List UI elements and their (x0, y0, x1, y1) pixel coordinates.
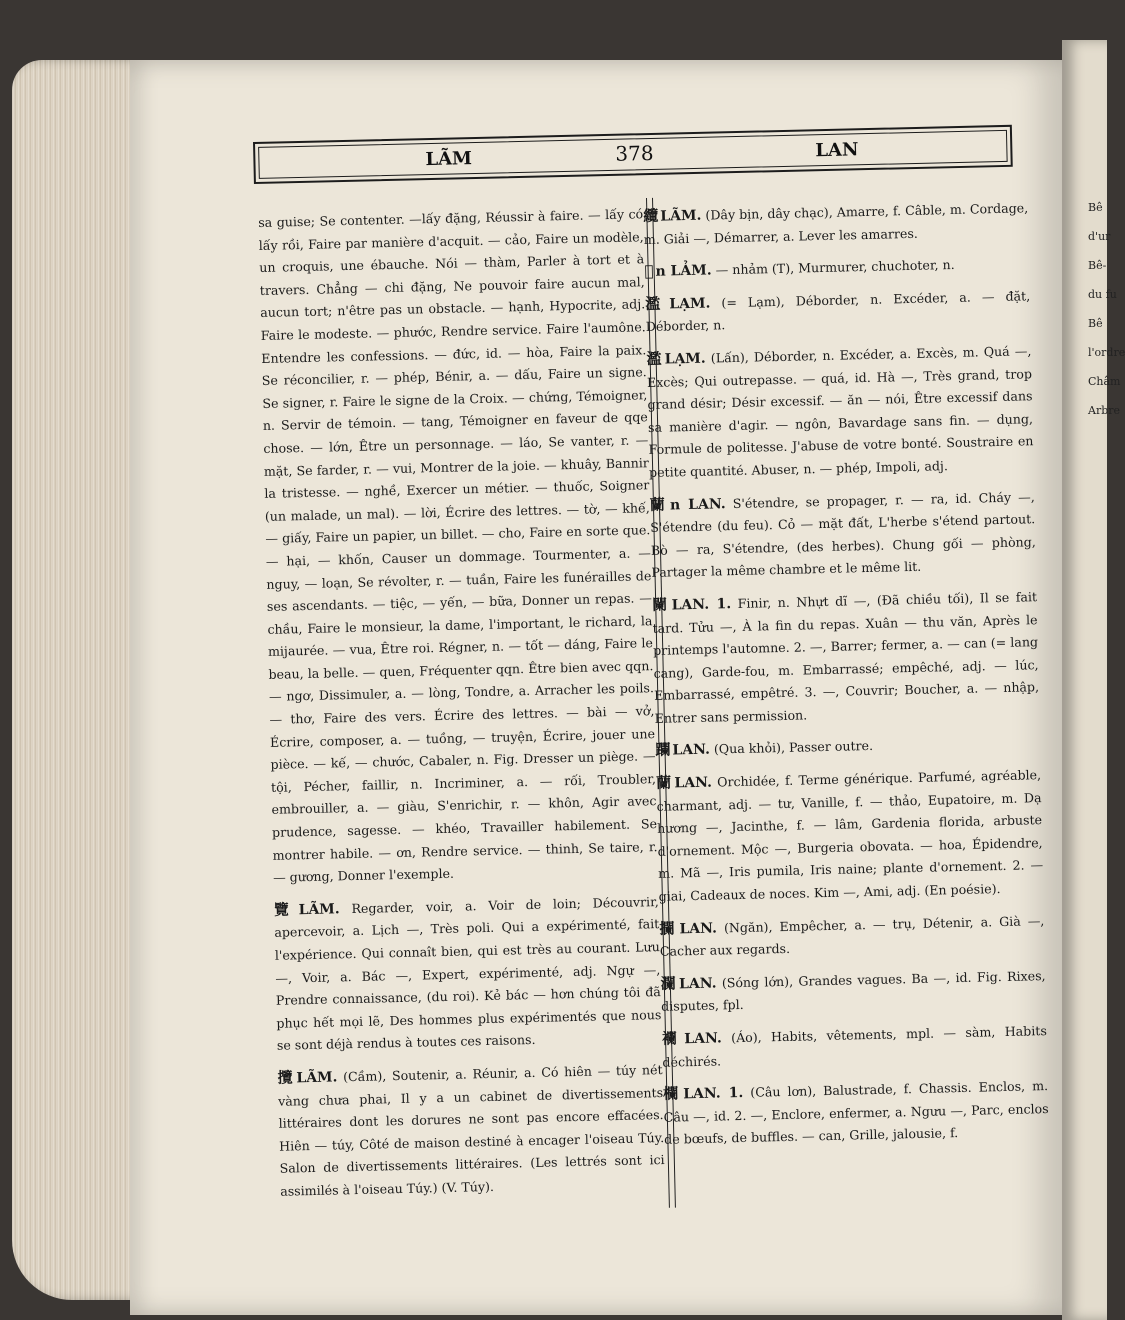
entry-headword: LAN. 1. (683, 1085, 744, 1103)
dictionary-entry (644, 251, 1029, 283)
entry-headword: LÃM. (296, 1069, 338, 1087)
entry-paragraph (662, 1019, 1048, 1074)
entry-character: 𠻵 (644, 261, 654, 281)
entry-character: 濫 (645, 294, 668, 313)
entry-definition: sa guise; Se contenter. —lấy đặng, Réussir à faire. — lấy có lấy rồi, Faire par manière d'acquit. — cảo, Faire un modèle, un croquis, une ébauche. Nói — thàm, Parler à tort et à travers. Chẳng — chi đặng, Ne pouvoir faire aucun mal, aucun tort; n'être pas un obstacle. — hạnh, Hypocrite, adj. Faire le modeste. — phước, Rendre service. Faire l'aumône. Entendre les confessions. — đức, id. — hòa, Faire la paix. Se réconcilier, r. — phép, Bénir, a. — dấu, Faire un signe. Se signer, r. Faire le signe de la Croix. — chứng, Témoigner, n. Servir de témoin. — tang, Témoigner en faveur de qqe chose. — lớn, Être un personnage. — láo, Se vanter, r. — mặt, Se farder, r. — vui, Montrer de la joie. — khuây, Bannir la tristesse. — nghề, Exercer un métier. — thuốc, Soigner (un malade, un mal). — lời, Écrire des lettres. — tờ, — khế, — giấy, Faire un papier, un billet. — cho, Faire en sorte que. — hại, — khốn, Causer un dommage. Tourmenter, a. — nguy, — loạn, Se révolter, r. — tuần, Faire les funérailles de ses ascendants. — tiệc, — yến, — bữa, Donner un repas. — chầu, Faire le monsieur, la dame, l'important, le richard, la mijaurée. — vua, Être roi. Régner, n. — tốt — dáng, Faire le beau, la belle. — quen, Fréquenter qqn. Être bien avec qqn. — ngơ, Dissimuler, a. — lòng, Tondre, a. Arracher les poils. — thơ, Faire des vers. Écrire des lettres. — bài — vở, Écrire, composer, a. — tuồng, — truyện, Écrire, jouer une pièce. — kế, — chước, Cabaler, n. Fig. Dresser un piège. — tội, Pécher, faillir, n. Incriminer, a. — rối, Troubler, embrouiller, a. — giàu, S'enrichir, r. — khôn, Agir avec prudence, sagesse. — khéo, Travailler habilement. Se montrer habile. — ơn, Rendre service. — thinh, Se taire, r. — gương, Donner l'exemple. (258, 206, 658, 886)
left-column (258, 203, 666, 1212)
entry-character: 攬 (277, 1068, 295, 1087)
entry-definition: (Áo), Habits, vêtements, mpl. — sàm, Habits déchirés. (662, 1023, 1047, 1070)
right-column (643, 196, 1050, 1160)
entry-character: 覽 (273, 900, 297, 919)
entry-paragraph (258, 203, 658, 889)
page-number: 378 (615, 140, 654, 166)
entry-paragraph (644, 251, 1029, 283)
entry-character: 躝 (655, 740, 671, 760)
dictionary-entry (663, 1074, 1049, 1151)
entry-headword: LAN. (678, 975, 717, 993)
facing-page-fragment: du fu (1088, 288, 1117, 301)
entry-paragraph (274, 890, 663, 1058)
entry-definition: (= Lạm), Déborder, n. Excéder, a. — đặt, Déborder, n. (645, 288, 1031, 335)
entry-paragraph (663, 1074, 1049, 1151)
facing-page-fragment: Bê- (1088, 259, 1107, 272)
entry-paragraph (643, 196, 1029, 251)
entry-headword: LẠM. (664, 350, 706, 368)
entry-character: 欄 (662, 1084, 682, 1103)
dictionary-entry (659, 909, 1045, 964)
entry-headword: LAN. (672, 742, 711, 759)
facing-page-fragment: Bê (1088, 201, 1103, 214)
entry-headword: LAN. (684, 1030, 722, 1048)
entry-paragraph (646, 339, 1034, 484)
entry-headword: LẠM. (669, 295, 711, 313)
facing-page-fragment: l'ordre (1088, 346, 1125, 359)
entry-paragraph (652, 585, 1040, 730)
entry-character: 纜 (643, 206, 659, 225)
dictionary-entry (660, 964, 1046, 1019)
entry-paragraph (645, 284, 1031, 339)
entry-headword: LAN. (674, 774, 713, 792)
dictionary-entry (274, 890, 663, 1058)
entry-definition: (Câu lơn), Balustrade, f. Chassis. Enclos, m. Câu —, id. 2. —, Enclore, enfermer, a. Ngưu —, Parc, enclos de bœufs, de buffles. — can, Grille, jalousie, f. (663, 1078, 1049, 1148)
entry-definition: (Lấn), Déborder, n. Excéder, a. Excès, m. Quá —, Excès; Qui outrepasse. — quá, id. Hà —, Très grand, trop grand désir; Désir excessif. — ăn — nói, Être excessif dans sa manière d'agir. — ngôn, Bavardage sans fin. — dụng, Formule de politesse. J'abuse de votre bonté. Soustraire en petite quantité. Abuser, n. — phép, Impoli, adj. (646, 343, 1034, 480)
facing-page-edge (1062, 40, 1125, 1320)
dictionary-entry (662, 1019, 1048, 1074)
entry-definition: S'étendre, se propager, r. — ra, id. Cháy —, S'étendre (du feu). Cỏ — mặt đất, L'herbe s'étend partout. Bò — ra, S'étendre, (des herbes). Chung gối — phòng, Partager la même chambre et le même lit. (650, 488, 1036, 581)
entry-definition: Orchidée, f. Terme générique. Parfumé, agréable, charmant, adj. — tư, Vanille, f. — thảo, Eupatoire, m. Dạ hương —, Jacinthe, f. — lâm, Gardenia florida, arbuste d'ornement. Mộc —, Burgeria obovata. — hoa, Épidendre, m. Mã —, Iris pumila, Iris naine; plante d'ornement. 2. — giai, Cadeaux de noces. Kim —, Ami, adj. (En poésie). (656, 767, 1044, 904)
entry-definition: Regarder, voir, a. Voir de loin; Découvrir, apercevoir, a. Lịch —, Très poli. Qui a expérimenté, fait l'expérience. Qui connaît bien, qui est très au courant. Lưu —, Voir, a. Bác —, Expert, expérimenté, adj. Ngự —, Prendre connaissance, (du roi). Kẻ bác — hơn chúng tôi đã phục hết mọi lẽ, Des hommes plus expérimentés que nous se sont déjà rendus à toutes ces raisons. (274, 893, 662, 1054)
entry-definition: (Ngăn), Empêcher, a. — trụ, Détenir, a. Già —, Cacher aux regards. (659, 912, 1045, 960)
entry-paragraph (660, 964, 1046, 1019)
dictionary-entry (650, 485, 1037, 585)
entry-headword: n LẢM. (655, 262, 712, 280)
dictionary-entry (645, 284, 1031, 339)
entry-paragraph (650, 485, 1037, 585)
entry-character: 襴 (661, 1029, 683, 1048)
entry-definition: (Qua khỏi), Passer outre. (713, 738, 874, 757)
header-right-guide-word: LAN (815, 139, 859, 162)
facing-page-fragment: Châm (1088, 375, 1121, 388)
entry-paragraph (659, 909, 1045, 964)
facing-page-fragment: Arbre (1088, 404, 1121, 417)
entry-definition: Finir, n. Nhựt dĩ —, (Đã chiều tối), Il se fait tard. Tửu —, À la fin du repas. Xuân — thu văn, Après le printemps l'automne. 2. —, Barrer; fermer, a. — can (= lang cang), Garde-fou, m. Embarrassé; empêché, adj. — lúc, Embarrassé, empêtré. 3. —, Couvrir; Boucher, a. — nhập, Entrer sans permission. (652, 589, 1040, 726)
header-left-guide-word: LÃM (425, 148, 473, 171)
facing-page-fragment: d'ur (1088, 230, 1111, 243)
entry-headword: LÃM. (660, 207, 702, 225)
dictionary-entry (652, 585, 1040, 730)
entry-definition: (Cầm), Soutenir, a. Réunir, a. Có hiên — túy nét vàng chưa phai, Il y a un cabinet de divertissements littéraires dont les dorures ne sont pas encore effacées. Hiên — túy, Côté de maison destiné à encager l'oiseau Túy. Salon de divertissements littéraires. (Les lettrés sont ici assimilés à l'oiseau Túy.) (V. Túy). (278, 1062, 665, 1199)
entry-character: 蘭 (649, 495, 669, 514)
facing-page-fragment: Bê (1088, 317, 1103, 330)
dictionary-entry (655, 731, 1040, 763)
dictionary-entry (277, 1058, 665, 1203)
dictionary-entry (656, 763, 1044, 908)
entry-paragraph (655, 731, 1040, 763)
entry-headword: LAN. 1. (671, 596, 732, 614)
entry-character: 闌 (651, 595, 670, 614)
entry-character: 濫 (646, 349, 663, 368)
entry-headword: LAN. (679, 920, 718, 937)
dictionary-entry (646, 339, 1034, 484)
entry-definition: (Dây bịn, dây chạc), Amarre, f. Câble, m. Cordage, m. Giải —, Démarrer, a. Lever les amarres. (643, 200, 1029, 247)
entry-character: 蘭 (655, 773, 673, 792)
entry-character: 攔 (659, 919, 678, 938)
entry-paragraph (277, 1058, 665, 1203)
entry-definition: (Sóng lớn), Grandes vagues. Ba —, id. Fig. Rixes, disputes, fpl. (661, 967, 1046, 1015)
entry-character: 瀾 (660, 974, 678, 993)
entry-headword: LÃM. (298, 901, 340, 919)
entry-definition: — nhảm (T), Murmurer, chuchoter, n. (715, 257, 955, 278)
dictionary-entry (258, 203, 658, 889)
entry-paragraph (656, 763, 1044, 908)
dictionary-entry (643, 196, 1029, 251)
entry-headword: n LAN. (669, 495, 726, 513)
